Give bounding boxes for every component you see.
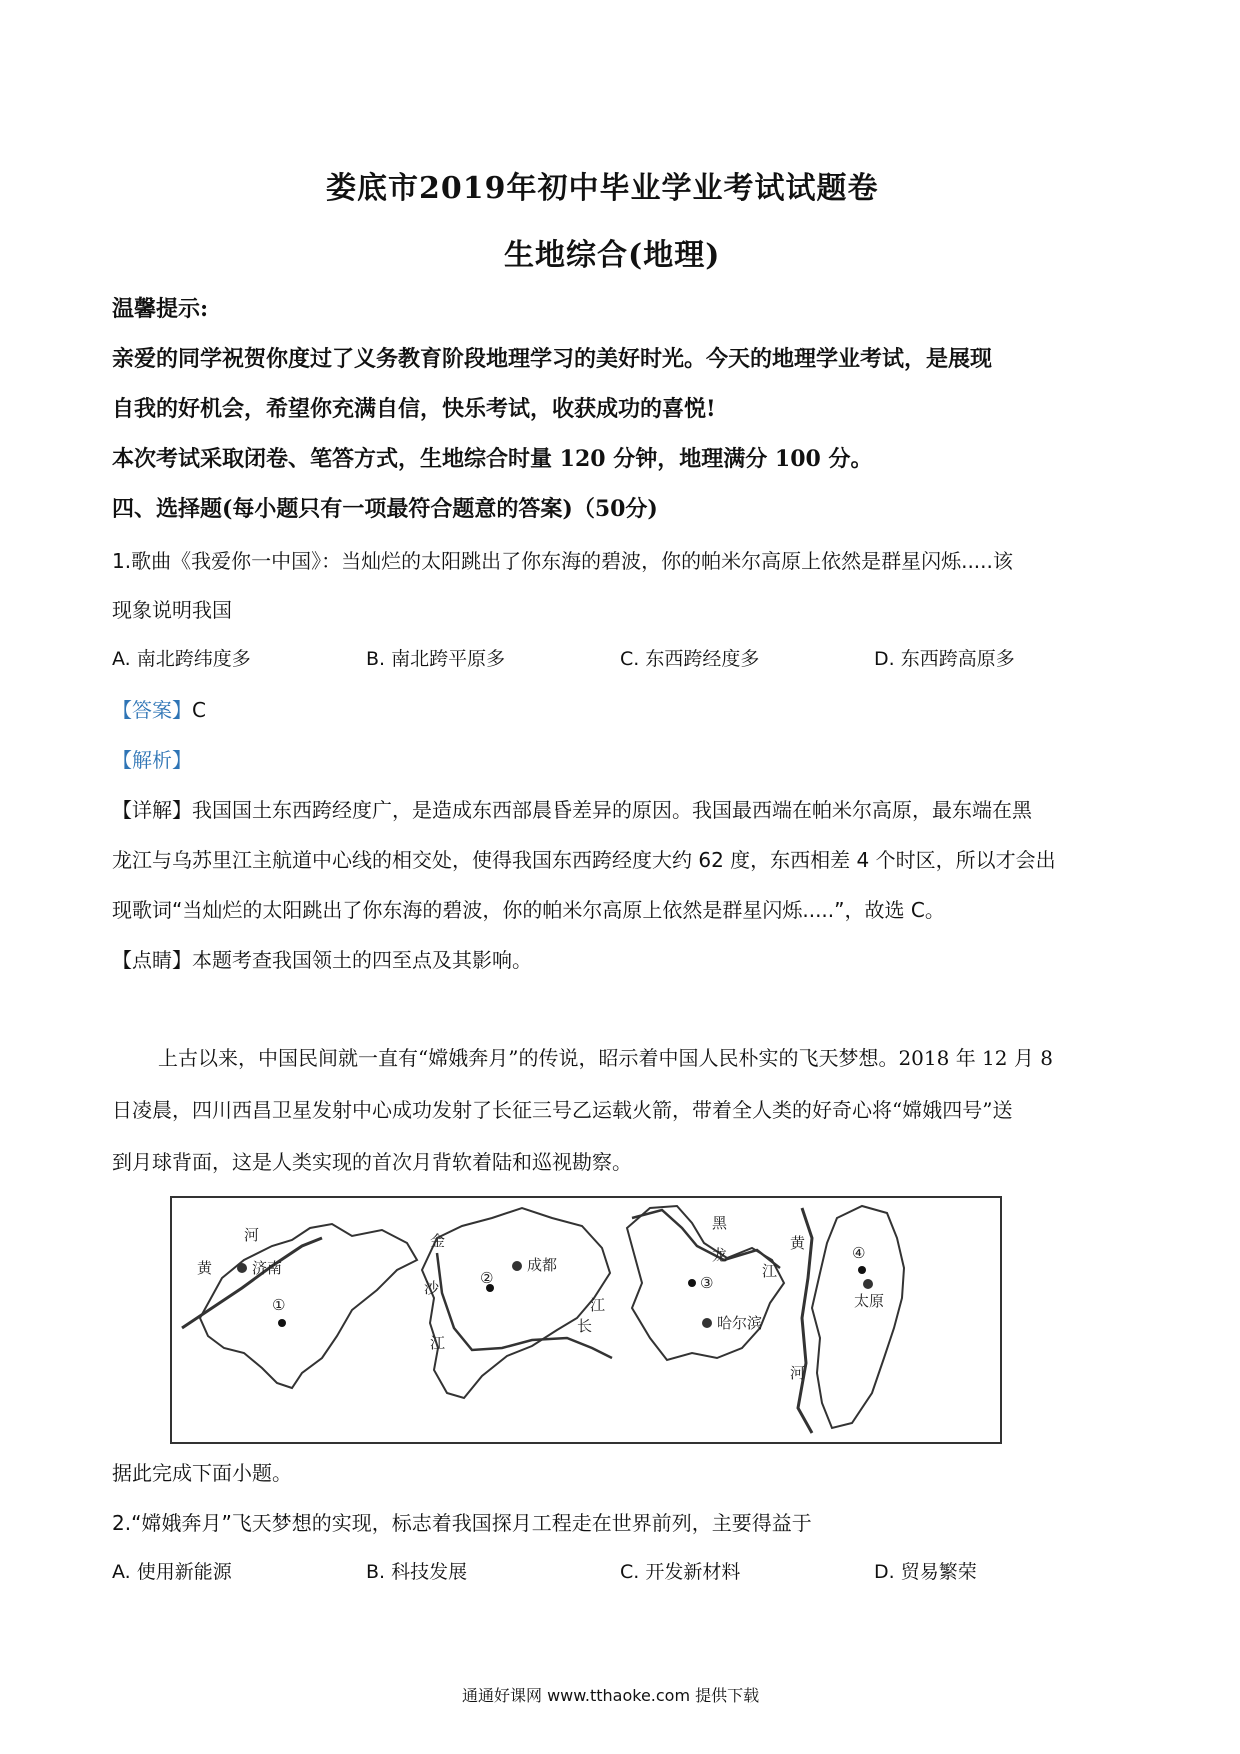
analysis-tag: 【解析】 xyxy=(112,748,192,772)
notice-line-3: 本次考试采取闭卷、笔答方式，生地综合时量 120 分钟，地理满分 100 分。 xyxy=(112,446,873,472)
map-label-n2: ② xyxy=(480,1269,494,1287)
map-label-huang1: 黄 xyxy=(197,1259,213,1277)
map-label-n4: ④ xyxy=(852,1244,866,1262)
shandong-outline xyxy=(200,1224,417,1388)
point-text: 本题考查我国领土的四至点及其影响。 xyxy=(192,948,532,972)
after-map-text: 据此完成下面小题。 xyxy=(112,1461,292,1485)
q1-option-a: A. 南北跨纬度多 xyxy=(112,648,251,670)
yangtze-river-sichuan xyxy=(437,1253,612,1358)
q2-stem: 2.“嫦娥奔月”飞天梦想的实现，标志着我国探月工程走在世界前列，主要得益于 xyxy=(112,1511,812,1535)
passage-line-3: 到月球背面，这是人类实现的首次月背软着陆和巡视勘察。 xyxy=(112,1150,632,1174)
map-label-n1: ① xyxy=(272,1296,286,1314)
map-label-jiang2: 江 xyxy=(590,1296,606,1314)
map-label-n3: ③ xyxy=(700,1274,714,1292)
q1-answer xyxy=(112,694,206,723)
map-label-hei: 黑 xyxy=(712,1214,728,1232)
q1-option-b: B. 南北跨平原多 xyxy=(366,648,506,670)
q1-option-d: D. 东西跨高原多 xyxy=(874,648,1015,670)
shanxi-outline xyxy=(812,1206,904,1428)
map-label-jin: 金 xyxy=(430,1232,446,1250)
yellow-river-shandong xyxy=(182,1238,322,1328)
answer-value: C xyxy=(192,698,206,722)
map-label-he2: 河 xyxy=(790,1364,806,1382)
q1-detail-line-1 xyxy=(112,794,1032,823)
province-map-figure xyxy=(170,1196,1002,1444)
page-title: 娄底市2019年初中毕业学业考试试题卷 xyxy=(326,171,879,206)
footer-text: 通通好课网 www.tthaoke.com 提供下载 xyxy=(462,1686,760,1705)
map-label-he1: 河 xyxy=(244,1226,260,1244)
heilong-river xyxy=(632,1210,780,1268)
detail-tag: 【详解】 xyxy=(112,798,192,822)
province-map-svg xyxy=(172,1198,1000,1442)
map-label-jiang3: 江 xyxy=(762,1262,778,1280)
q1-option-c: C. 东西跨经度多 xyxy=(620,648,760,670)
q1-stem-line-1: 1.歌曲《我爱你一中国》：当灿烂的太阳跳出了你东海的碧波，你的帕米尔高原上依然是群星闪烁.....该 xyxy=(112,549,1013,573)
detail-text-1: 我国国土东西跨经度广，是造成东西部晨昏差异的原因。我国最西端在帕米尔高原，最东端在黑 xyxy=(192,798,1032,822)
q2-option-a: A. 使用新能源 xyxy=(112,1561,232,1583)
map-label-haerbin: 哈尔滨 xyxy=(717,1314,763,1332)
answer-tag: 【答案】 xyxy=(112,698,192,722)
passage-line-2: 日凌晨，四川西昌卫星发射中心成功发射了长征三号乙运载火箭，带着全人类的好奇心将“嫦娥四号”送 xyxy=(112,1098,1013,1122)
q1-stem-line-2: 现象说明我国 xyxy=(112,598,232,622)
q1-detail-line-3: 现歌词“当灿烂的太阳跳出了你东海的碧波，你的帕米尔高原上依然是群星闪烁.....”，故选 C。 xyxy=(112,898,945,922)
notice-heading: 温馨提示: xyxy=(112,296,209,322)
q2-option-b: B. 科技发展 xyxy=(366,1561,468,1583)
map-label-chengdu: 成都 xyxy=(527,1256,558,1274)
q2-option-c: C. 开发新材料 xyxy=(620,1561,741,1583)
map-label-jiang1: 江 xyxy=(430,1334,446,1352)
passage-line-1: 上古以来，中国民间就一直有“嫦娥奔月”的传说，昭示着中国人民朴实的飞天梦想。2018 年 12 月 8 xyxy=(158,1046,1053,1070)
point-tag: 【点睛】 xyxy=(112,948,192,972)
map-label-jinan: 济南 xyxy=(252,1259,283,1277)
map-label-huang2: 黄 xyxy=(790,1234,806,1252)
q1-point xyxy=(112,944,532,973)
map-label-long: 龙 xyxy=(712,1246,728,1264)
page-subtitle: 生地综合(地理) xyxy=(504,238,721,273)
notice-line-1: 亲爱的同学祝贺你度过了义务教育阶段地理学习的美好时光。今天的地理学业考试，是展现 xyxy=(112,346,993,372)
map-label-taiyuan: 太原 xyxy=(854,1292,885,1310)
sichuan-outline xyxy=(422,1208,610,1398)
q1-detail-line-2: 龙江与乌苏里江主航道中心线的相交处，使得我国东西跨经度大约 62 度，东西相差 4 个时区，所以才会出 xyxy=(112,848,1056,872)
section-heading: 四、选择题(每小题只有一项最符合题意的答案)（50分) xyxy=(112,496,658,522)
map-label-sha: 沙 xyxy=(424,1279,440,1297)
notice-line-2: 自我的好机会，希望你充满自信，快乐考试，收获成功的喜悦! xyxy=(112,396,716,422)
q2-option-d: D. 贸易繁荣 xyxy=(874,1561,977,1583)
map-label-chang: 长 xyxy=(577,1317,593,1335)
